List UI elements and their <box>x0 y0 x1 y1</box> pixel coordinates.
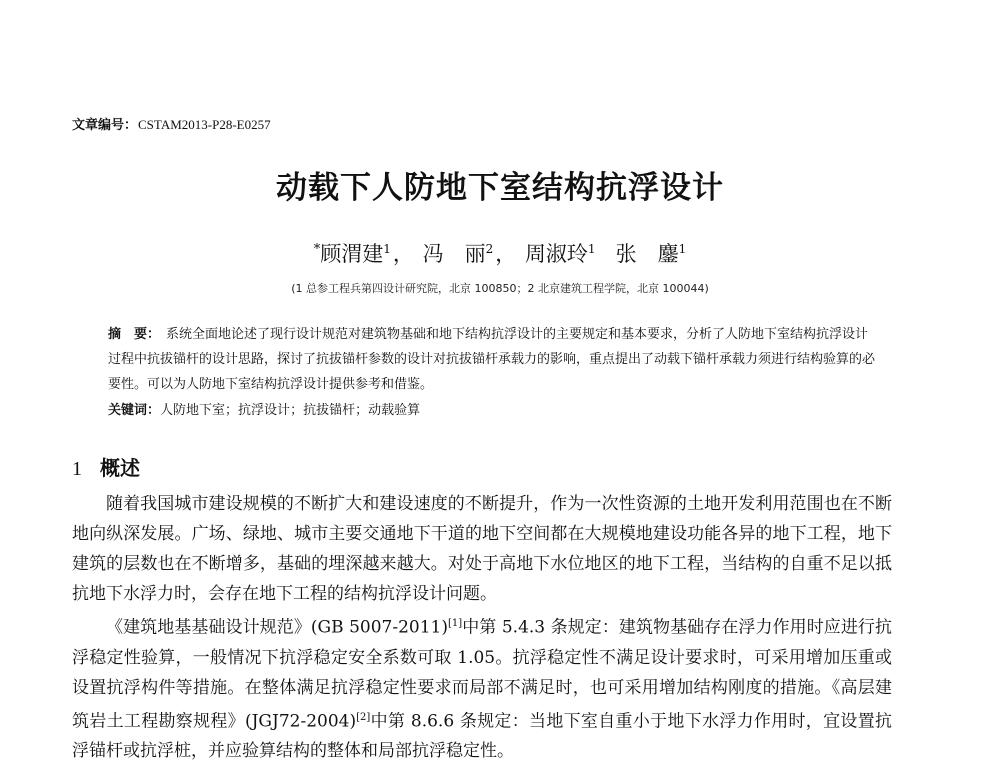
author-list <box>0 238 1000 268</box>
author-separator: ， <box>392 242 414 266</box>
citation-ref: [2] <box>356 711 371 723</box>
body-paragraph: 随着我国城市建设规模的不断扩大和建设速度的不断提升，作为一次性资源的土地开发利用范围也在不断地向纵深发展。广场、绿地、城市主要交通地下干道的地下空间都在大规模地建设功能各异的地下工程，地下建筑的层数也在不断增多，基础的埋深越来越大。对处于高地下水位地区的地下工程，当结构的自重不足以抵抗地下水浮力时，会存在地下工程的结构抗浮设计问题。 <box>72 494 892 604</box>
abstract-label: 摘 要： <box>108 327 161 342</box>
keyword: ； 抗拔锚杆 <box>290 403 355 418</box>
author-name: 冯 丽 <box>422 242 486 266</box>
author-affiliation-index: 1 <box>383 242 391 256</box>
body-paragraph <box>72 609 892 766</box>
section-title: 概述 <box>100 456 140 480</box>
body-text <box>72 489 892 766</box>
author-separator: ， <box>495 242 517 266</box>
paragraph-text: 《建筑地基基础设计规范》(GB 5007-2011) <box>106 617 448 638</box>
abstract-text: 系统全面地论述了现行设计规范对建筑物基础和地下结构抗浮设计的主要规定和基本要求，分析了人防地下室结构抗浮设计过程中抗拔锚杆的设计思路，探讨了抗拔锚杆参数的设计对抗拔锚杆承载力的影响，重点提出了动载下锚杆承载力须进行结构验算的必要性。可以为人防地下室结构抗浮设计提供参考和借鉴。 <box>108 327 876 392</box>
author-name: 张 鏖 <box>615 242 679 266</box>
section-heading <box>72 452 140 481</box>
citation-ref: [1] <box>447 618 463 629</box>
corresponding-author-mark: * <box>313 242 321 257</box>
paper-title: 动载下人防地下室结构抗浮设计 <box>276 170 724 206</box>
author-name: 周淑玲 <box>524 242 588 266</box>
section-number: 1 <box>72 458 82 480</box>
author-name: 顾渭建 <box>320 242 384 266</box>
keywords-label: 关键词： <box>108 403 161 418</box>
article-id <box>72 114 271 133</box>
keyword: ； 抗浮设计 <box>225 403 290 418</box>
keyword: 人防地下室 <box>160 403 226 418</box>
affiliation: (1 总参工程兵第四设计研究院，北京 100850；2 北京建筑工程学院，北京 100044) <box>291 282 709 295</box>
article-id-value: CSTAM2013-P28-E0257 <box>138 117 271 132</box>
author-affiliation-index: 2 <box>485 242 494 256</box>
author-affiliation-index: 1 <box>678 242 687 256</box>
keywords <box>108 399 878 418</box>
author-affiliation-index: 1 <box>587 242 596 256</box>
paragraph-text: 中第 8.6.6 条规定：当地下室自重小于地下水浮力作用时，宜设置抗浮锚杆或抗浮桩，并应验算结构的整体和局部抗浮稳定性。 <box>72 711 892 762</box>
article-id-label: 文章编号： <box>72 118 138 133</box>
abstract <box>108 322 878 397</box>
paragraph-text: 中第 5.4.3 条规定：建筑物基础存在浮力作用时应进行抗浮稳定性验算，一般情况下抗浮稳定安全系数可取 1.05。抗浮稳定性不满足设计要求时，可采用增加压重或设置抗浮构件等措施。在整体满足抗浮稳定性要求而局部不满足时，也可采用增加结构刚度的措施。《高层建筑岩土工程勘察规程》(JGJ72-2004) <box>72 617 893 732</box>
keyword: ； 动载验算 <box>355 403 420 418</box>
